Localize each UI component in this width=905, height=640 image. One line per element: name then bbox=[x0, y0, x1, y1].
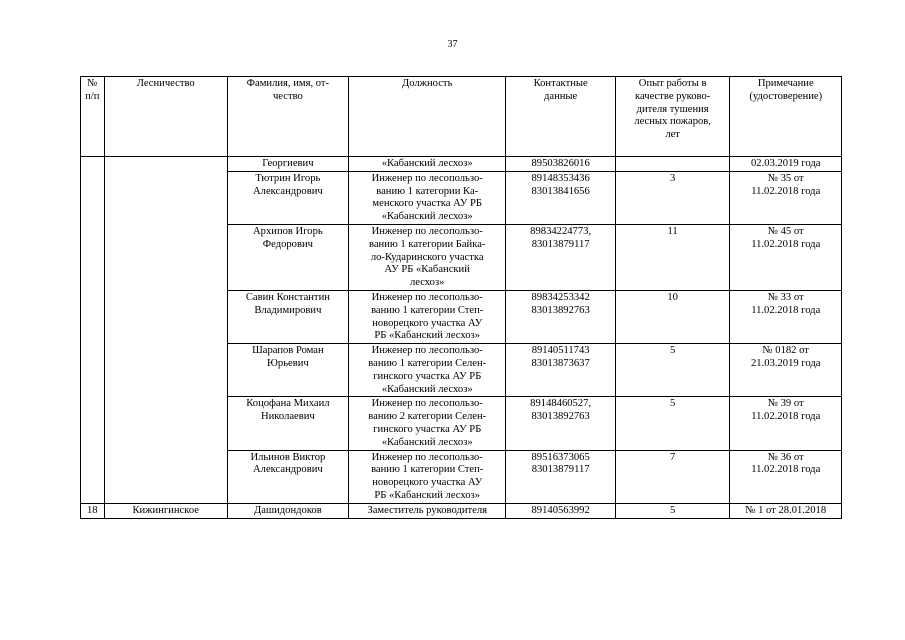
header-note: Примечание (удостоверение) bbox=[730, 77, 842, 157]
header-contacts: Контактные данные bbox=[506, 77, 615, 157]
cell-contacts: 89834253342 83013892763 bbox=[506, 290, 615, 343]
cell-experience: 5 bbox=[615, 344, 730, 397]
cell-contacts: 89140511743 83013873637 bbox=[506, 344, 615, 397]
header-num: № п/п bbox=[81, 77, 105, 157]
cell-position: Инженер по лесопользо- ванию 1 категории Степ- новорецкого участка АУ РБ «Кабанский лесхоз» bbox=[348, 290, 506, 343]
cell-contacts: 89834224773, 83013879117 bbox=[506, 224, 615, 290]
cell-name: Тютрин Игорь Александрович bbox=[227, 171, 348, 224]
cell-position: Инженер по лесопользо- ванию 1 категории Байка- ло-Кударинского участка АУ РБ «Кабанский лесхоз» bbox=[348, 224, 506, 290]
cell-contacts: 89503826016 bbox=[506, 157, 615, 172]
cell-name: Георгиевич bbox=[227, 157, 348, 172]
cell-note: № 33 от 11.02.2018 года bbox=[730, 290, 842, 343]
cell-contacts: 89148353436 83013841656 bbox=[506, 171, 615, 224]
cell-note: № 0182 от 21.03.2019 года bbox=[730, 344, 842, 397]
cell-experience: 5 bbox=[615, 397, 730, 450]
cell-experience: 11 bbox=[615, 224, 730, 290]
cell-name: Ильинов Виктор Александрович bbox=[227, 450, 348, 503]
cell-contacts: 89148460527, 83013892763 bbox=[506, 397, 615, 450]
header-position: Должность bbox=[348, 77, 506, 157]
forestry-staff-table bbox=[80, 76, 842, 519]
cell-name: Коцофана Михаил Николаевич bbox=[227, 397, 348, 450]
cell-experience: 7 bbox=[615, 450, 730, 503]
table-row bbox=[81, 157, 842, 172]
cell-experience bbox=[615, 157, 730, 172]
cell-contacts: 89140563992 bbox=[506, 503, 615, 518]
cell-experience: 10 bbox=[615, 290, 730, 343]
cell-position: Заместитель руководителя bbox=[348, 503, 506, 518]
cell-note: № 45 от 11.02.2018 года bbox=[730, 224, 842, 290]
cell-position: Инженер по лесопользо- ванию 1 категории Селен- гинского участка АУ РБ «Кабанский лесхоз» bbox=[348, 344, 506, 397]
cell-name: Шарапов Роман Юрьевич bbox=[227, 344, 348, 397]
header-forestry: Лесничество bbox=[104, 77, 227, 157]
cell-num-merged bbox=[81, 157, 105, 504]
cell-num: 18 bbox=[81, 503, 105, 518]
header-name: Фамилия, имя, от- чество bbox=[227, 77, 348, 157]
cell-contacts: 89516373065 83013879117 bbox=[506, 450, 615, 503]
cell-note: № 39 от 11.02.2018 года bbox=[730, 397, 842, 450]
cell-position: Инженер по лесопользо- ванию 1 категории Ка- менского участка АУ РБ «Кабанский лесхоз» bbox=[348, 171, 506, 224]
header-experience: Опыт работы в качестве руково- дителя тушения лесных пожаров, лет bbox=[615, 77, 730, 157]
cell-name: Дашидондоков bbox=[227, 503, 348, 518]
table-row-18 bbox=[81, 503, 842, 518]
cell-note: № 35 от 11.02.2018 года bbox=[730, 171, 842, 224]
cell-name: Савин Константин Владимирович bbox=[227, 290, 348, 343]
cell-position: Инженер по лесопользо- ванию 2 категории Селен- гинского участка АУ РБ «Кабанский лесхоз» bbox=[348, 397, 506, 450]
cell-position: «Кабанский лесхоз» bbox=[348, 157, 506, 172]
cell-note: № 36 от 11.02.2018 года bbox=[730, 450, 842, 503]
cell-experience: 5 bbox=[615, 503, 730, 518]
cell-note: 02.03.2019 года bbox=[730, 157, 842, 172]
cell-experience: 3 bbox=[615, 171, 730, 224]
cell-note: № 1 от 28.01.2018 bbox=[730, 503, 842, 518]
cell-name: Архипов Игорь Федорович bbox=[227, 224, 348, 290]
table-header-row bbox=[81, 77, 842, 157]
cell-position: Инженер по лесопользо- ванию 1 категории Степ- новорецкого участка АУ РБ «Кабанский лесхоз» bbox=[348, 450, 506, 503]
page-number: 37 bbox=[447, 39, 458, 50]
cell-forestry: Кижингинское bbox=[104, 503, 227, 518]
cell-forestry-merged bbox=[104, 157, 227, 504]
